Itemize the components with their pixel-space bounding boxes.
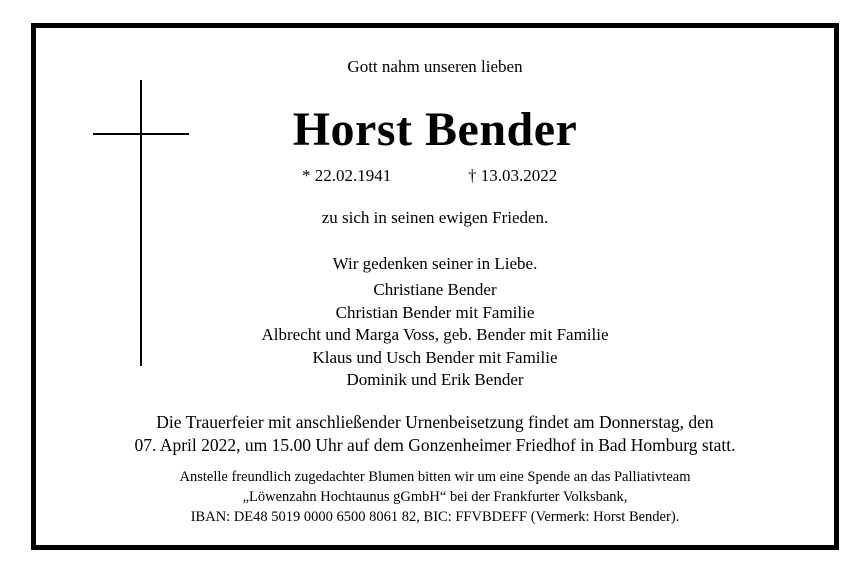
family-member: Klaus und Usch Bender mit Familie xyxy=(312,347,558,367)
birth-date: * 22.02.1941 xyxy=(302,166,392,185)
funeral-line: 07. April 2022, um 15.00 Uhr auf dem Gonzenheimer Friedhof in Bad Homburg statt. xyxy=(134,435,736,455)
remember-text: Wir gedenken seiner in Liebe. xyxy=(332,254,538,273)
death-date: † 13.03.2022 xyxy=(468,166,558,185)
donation-line: Anstelle freundlich zugedachter Blumen bitten wir um eine Spende an das Palliativteam xyxy=(179,469,691,485)
family-list xyxy=(36,279,834,392)
family-member: Dominik und Erik Bender xyxy=(346,370,524,389)
family-member: Albrecht und Marga Voss, geb. Bender mit Familie xyxy=(261,325,609,344)
peace-text: zu sich in seinen ewigen Frieden. xyxy=(321,208,549,227)
donation-info xyxy=(36,467,834,527)
donation-line: IBAN: DE48 5019 0000 6500 8061 82, BIC: FFVBDEFF (Vermerk: Horst Bender). xyxy=(190,509,680,525)
obituary-frame xyxy=(31,23,839,550)
donation-line: „Löwenzahn Hochtaunus gGmbH“ bei der Frankfurter Volksbank, xyxy=(242,489,628,505)
funeral-line: Die Trauerfeier mit anschließender Urnenbeisetzung findet am Donnerstag, den xyxy=(156,412,714,432)
family-member: Christian Bender mit Familie xyxy=(335,302,535,322)
family-member: Christiane Bender xyxy=(373,280,497,299)
intro-text: Gott nahm unseren lieben xyxy=(347,57,523,76)
funeral-info xyxy=(36,411,834,457)
deceased-name: Horst Bender xyxy=(292,103,578,156)
